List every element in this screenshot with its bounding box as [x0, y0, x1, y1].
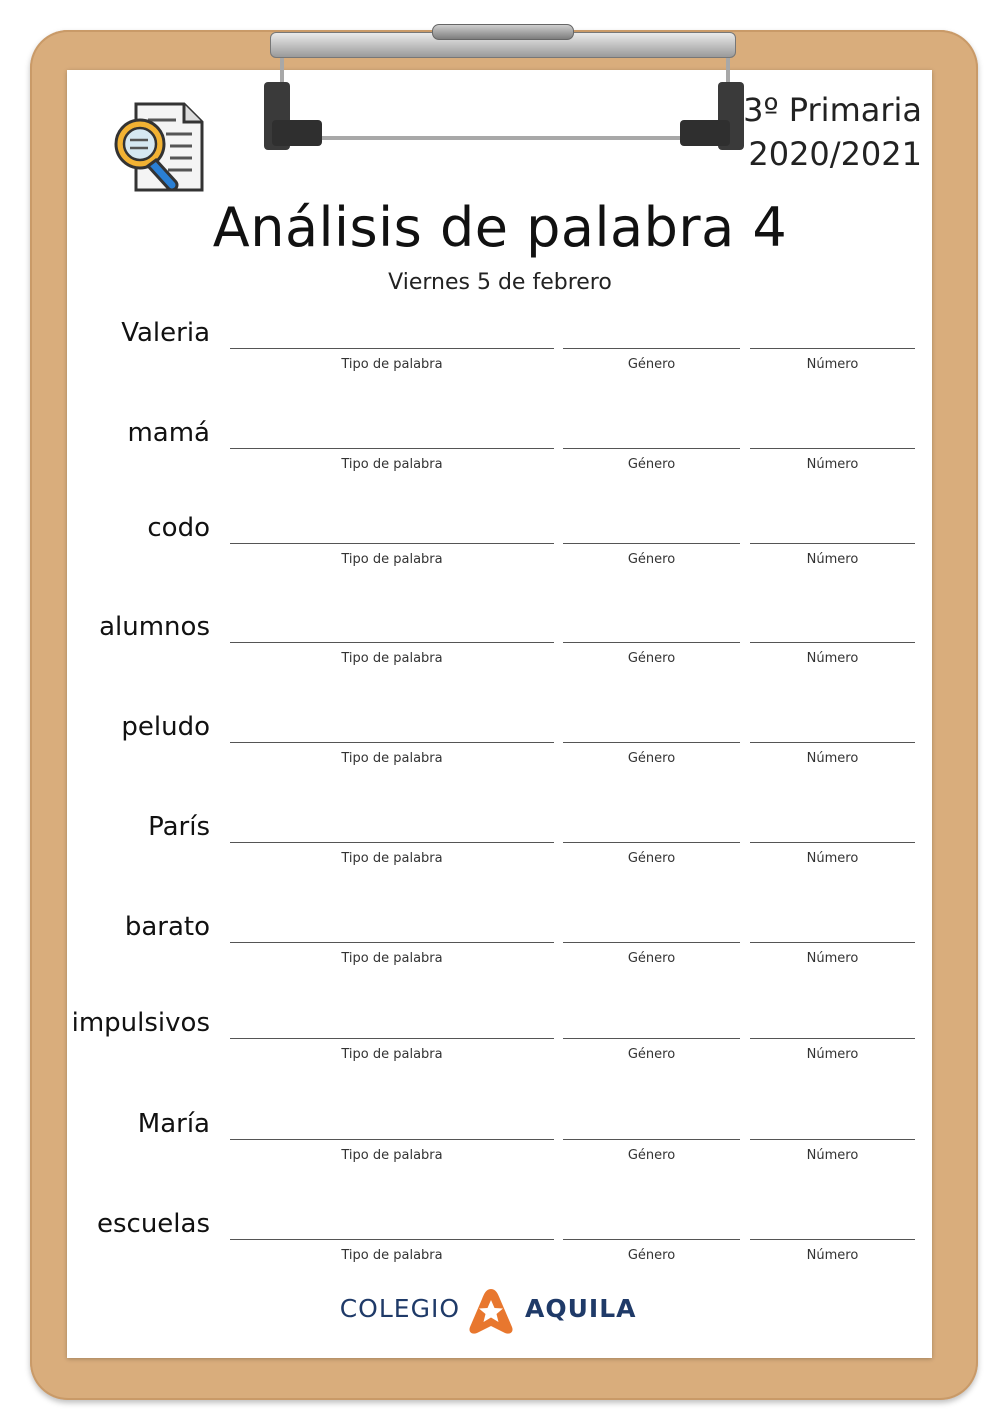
number-answer-line[interactable] — [750, 642, 915, 643]
gender-caption: Género — [627, 751, 676, 766]
number-answer-line[interactable] — [750, 1139, 915, 1140]
number-answer-line[interactable] — [750, 348, 915, 349]
gender-caption: Género — [627, 1047, 676, 1062]
gender-answer-line[interactable] — [563, 1038, 740, 1039]
type-caption: Tipo de palabra — [341, 552, 443, 567]
clip-top — [432, 24, 574, 40]
number-answer-line[interactable] — [750, 543, 915, 544]
number-answer-line[interactable] — [750, 1038, 915, 1039]
number-caption: Número — [806, 951, 859, 966]
number-caption: Número — [806, 1047, 859, 1062]
gender-caption: Género — [627, 1248, 676, 1263]
type-caption: Tipo de palabra — [341, 951, 443, 966]
number-caption: Número — [806, 751, 859, 766]
word-row — [0, 318, 1000, 378]
type-caption: Tipo de palabra — [341, 1248, 443, 1263]
type-answer-line[interactable] — [230, 448, 554, 449]
gender-answer-line[interactable] — [563, 1139, 740, 1140]
gender-caption: Género — [627, 651, 676, 666]
type-answer-line[interactable] — [230, 1239, 554, 1240]
number-answer-line[interactable] — [750, 842, 915, 843]
gender-answer-line[interactable] — [563, 942, 740, 943]
gender-caption: Género — [627, 951, 676, 966]
word-label: París — [148, 812, 210, 842]
document-search-icon — [108, 98, 208, 198]
word-label: peludo — [121, 712, 210, 742]
number-caption: Número — [806, 651, 859, 666]
gender-caption: Género — [627, 357, 676, 372]
type-caption: Tipo de palabra — [341, 357, 443, 372]
word-row — [0, 812, 1000, 872]
number-answer-line[interactable] — [750, 942, 915, 943]
number-answer-line[interactable] — [750, 742, 915, 743]
type-answer-line[interactable] — [230, 1038, 554, 1039]
gender-caption: Género — [627, 1148, 676, 1163]
word-label: impulsivos — [71, 1008, 210, 1038]
word-row — [0, 612, 1000, 672]
gender-caption: Género — [627, 851, 676, 866]
grade-text: 3º Primaria — [743, 91, 922, 129]
number-answer-line[interactable] — [750, 448, 915, 449]
word-row — [0, 1008, 1000, 1068]
number-caption: Número — [806, 1148, 859, 1163]
school-year-text: 2020/2021 — [748, 135, 922, 173]
page-title: Análisis de palabra 4 — [212, 196, 788, 259]
word-row — [0, 513, 1000, 573]
clip-right-foot — [680, 120, 730, 146]
word-row — [0, 418, 1000, 478]
type-answer-line[interactable] — [230, 742, 554, 743]
word-label: barato — [124, 912, 210, 942]
number-caption: Número — [806, 357, 859, 372]
word-label: mamá — [127, 418, 210, 448]
number-caption: Número — [806, 851, 859, 866]
gender-answer-line[interactable] — [563, 642, 740, 643]
gender-caption: Género — [627, 552, 676, 567]
word-label: codo — [147, 513, 210, 543]
number-answer-line[interactable] — [750, 1239, 915, 1240]
clip-wire — [280, 50, 730, 140]
clip-left-foot — [272, 120, 322, 146]
gender-answer-line[interactable] — [563, 543, 740, 544]
word-label: escuelas — [96, 1209, 210, 1239]
word-row — [0, 712, 1000, 772]
word-row — [0, 1209, 1000, 1269]
type-answer-line[interactable] — [230, 642, 554, 643]
word-row — [0, 912, 1000, 972]
type-answer-line[interactable] — [230, 842, 554, 843]
word-label: alumnos — [99, 612, 210, 642]
gender-answer-line[interactable] — [563, 448, 740, 449]
logo-text-aquila: AQUILA — [525, 1294, 637, 1323]
number-caption: Número — [806, 552, 859, 567]
type-answer-line[interactable] — [230, 348, 554, 349]
star-logo-icon — [466, 1286, 516, 1336]
type-caption: Tipo de palabra — [341, 1148, 443, 1163]
type-caption: Tipo de palabra — [341, 851, 443, 866]
type-caption: Tipo de palabra — [341, 457, 443, 472]
gender-caption: Género — [627, 457, 676, 472]
logo-text-colegio: COLEGIO — [339, 1294, 460, 1323]
type-caption: Tipo de palabra — [341, 651, 443, 666]
word-row — [0, 1109, 1000, 1169]
type-answer-line[interactable] — [230, 1139, 554, 1140]
type-answer-line[interactable] — [230, 942, 554, 943]
grade-label — [743, 88, 922, 176]
gender-answer-line[interactable] — [563, 742, 740, 743]
page-date: Viernes 5 de febrero — [388, 270, 612, 295]
type-caption: Tipo de palabra — [341, 1047, 443, 1062]
gender-answer-line[interactable] — [563, 842, 740, 843]
type-answer-line[interactable] — [230, 543, 554, 544]
number-caption: Número — [806, 1248, 859, 1263]
school-logo — [0, 1282, 1000, 1338]
type-caption: Tipo de palabra — [341, 751, 443, 766]
gender-answer-line[interactable] — [563, 1239, 740, 1240]
number-caption: Número — [806, 457, 859, 472]
word-label: María — [137, 1109, 210, 1139]
word-label: Valeria — [121, 318, 210, 348]
gender-answer-line[interactable] — [563, 348, 740, 349]
